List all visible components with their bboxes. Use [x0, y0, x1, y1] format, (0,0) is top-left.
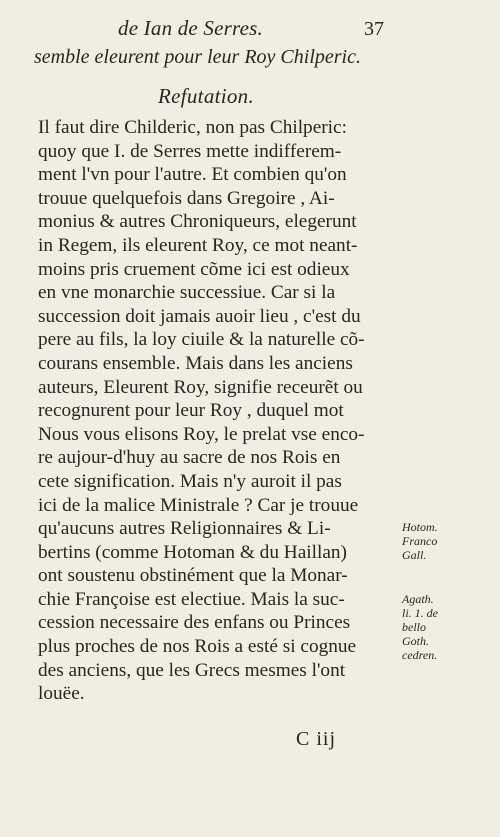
margin-notes: [402, 520, 492, 662]
text-line: pere au fils, la loy ciuile & la naturelle cõ-: [38, 329, 365, 351]
text-line: auteurs, Eleurent Roy, signifie receurẽt ou: [38, 376, 363, 398]
margin-note: Franco: [402, 534, 438, 548]
margin-note: Gall.: [402, 548, 427, 562]
margin-note: cedren.: [402, 648, 438, 662]
text-line: des anciens, que les Grecs mesmes l'ont: [38, 659, 346, 681]
text-line: qu'aucuns autres Religionnaires & Li-: [38, 518, 331, 540]
body-text: [38, 116, 400, 706]
running-head: de Ian de Serres.: [118, 16, 263, 40]
margin-note: Goth.: [402, 634, 429, 648]
text-line: Il faut dire Childeric, non pas Chilperic:: [38, 117, 347, 138]
section-line: semble eleurent pour leur Roy Chilperic.: [34, 46, 361, 68]
text-line: ont soustenu obstinément que la Monar-: [38, 565, 348, 587]
text-line: re aujour-d'huy au sacre de nos Rois en: [38, 447, 341, 469]
signature-mark: C iij: [296, 728, 337, 750]
text-line: monius & autres Chroniqueurs, elegerunt: [38, 211, 357, 233]
margin-note: li. 1. de: [402, 606, 438, 620]
text-line: plus proches de nos Rois a esté si cognue: [38, 636, 357, 658]
text-line: recognurent pour leur Roy , duquel mot: [38, 400, 344, 422]
text-line: in Regem, ils eleurent Roy, ce mot neant-: [38, 234, 358, 256]
text-line: quoy que I. de Serres mette indifferem-: [38, 140, 342, 162]
text-line: cete signification. Mais n'y auroit il pas: [38, 470, 342, 492]
text-line: cession necessaire des enfans ou Princes: [38, 612, 351, 634]
text-line: louëe.: [38, 683, 85, 705]
text-line: trouue quelquefois dans Gregoire , Ai-: [38, 187, 335, 209]
text-line: ici de la malice Ministrale ? Car je trouue: [38, 494, 359, 516]
text-line: courans ensemble. Mais dans les anciens: [38, 352, 353, 374]
page-number: 37: [364, 18, 384, 40]
margin-note: bello: [402, 620, 426, 634]
text-line: bertins (comme Hotoman & du Haillan): [38, 541, 347, 563]
text-line: en vne monarchie successiue. Car si la: [38, 282, 336, 304]
section-heading: Refutation.: [158, 84, 255, 108]
text-line: Nous vous elisons Roy, le prelat vse enco-: [38, 423, 365, 445]
text-line: chie Françoise est electiue. Mais la suc-: [38, 588, 345, 610]
margin-note: Agath.: [402, 592, 434, 606]
text-line: moins pris cruement cõme ici est odieux: [38, 258, 350, 280]
text-line: ment l'vn pour l'autre. Et combien qu'on: [38, 164, 347, 186]
margin-note: Hotom.: [402, 520, 438, 534]
text-line: succession doit jamais auoir lieu , c'est du: [38, 305, 361, 327]
